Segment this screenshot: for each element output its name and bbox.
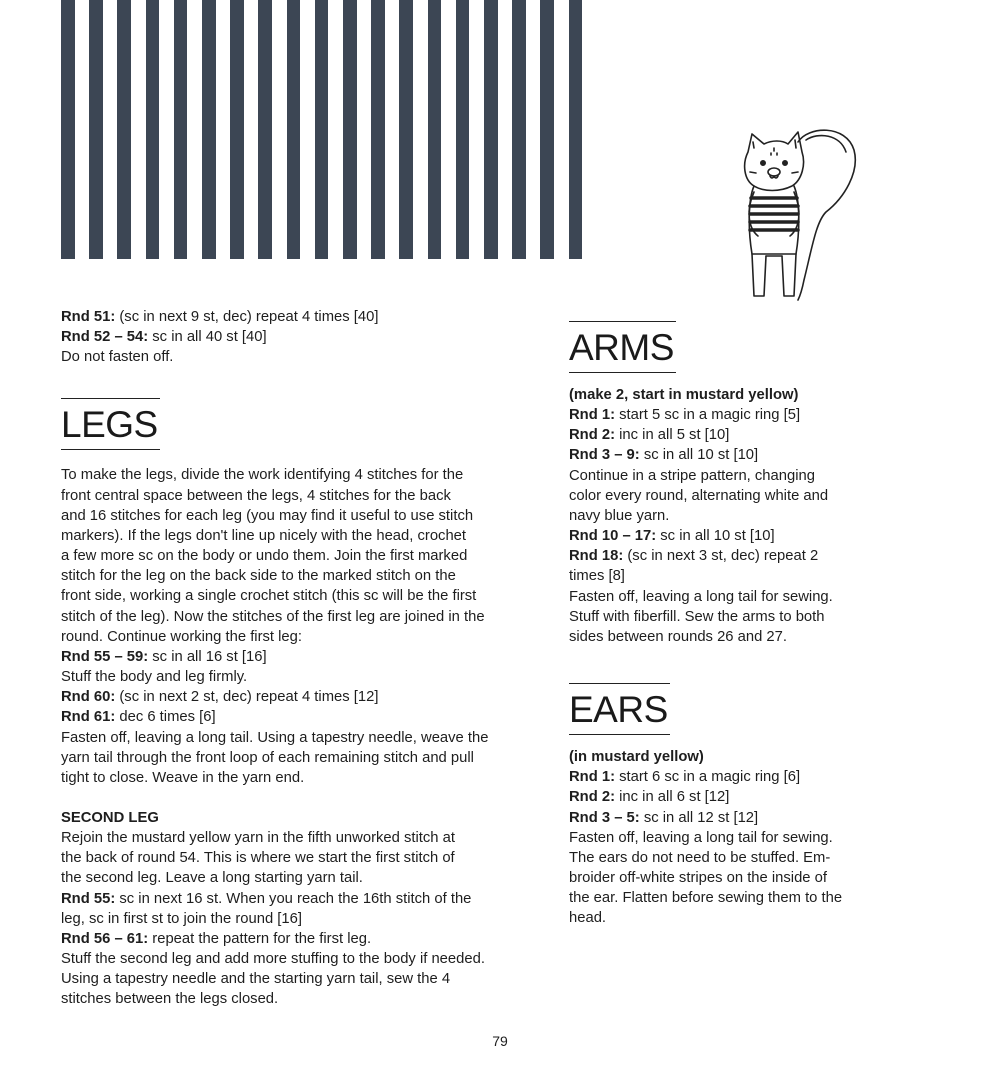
instruction-line: Fasten off, leaving a long tail for sewing. xyxy=(569,588,833,605)
instruction-line: Stuff with fiberfill. Sew the arms to both xyxy=(569,608,825,625)
instruction-line: Stuff the second leg and add more stuffing to the body if needed. xyxy=(61,951,485,968)
second-leg-instructions xyxy=(61,828,556,1009)
squirrel-illustration xyxy=(736,120,866,308)
stripe xyxy=(343,0,357,259)
stripe xyxy=(146,0,160,259)
stripe xyxy=(569,0,583,259)
instruction-line: Rnd 2: inc in all 6 st [12] xyxy=(569,789,730,806)
instruction-line: times [8] xyxy=(569,568,625,585)
stripe xyxy=(428,0,442,259)
instruction-line: sides between rounds 26 and 27. xyxy=(569,628,788,645)
instruction-line: Using a tapestry needle and the starting yarn tail, sew the 4 xyxy=(61,971,451,988)
instruction-line: Rnd 52 – 54: sc in all 40 st [40] xyxy=(61,329,267,346)
stripe xyxy=(456,0,470,259)
instruction-line: Fasten off, leaving a long tail for sewing. xyxy=(569,829,833,846)
instruction-line: Rnd 55 – 59: sc in all 16 st [16] xyxy=(61,648,267,665)
legs-heading: LEGS xyxy=(61,398,160,450)
instruction-line: Stuff the body and leg firmly. xyxy=(61,669,248,686)
instruction-line: the back of round 54. This is where we start the first stitch of xyxy=(61,850,455,867)
instruction-line: the second leg. Leave a long starting yarn tail. xyxy=(61,870,363,887)
instruction-line: tight to close. Weave in the yarn end. xyxy=(61,769,305,786)
instruction-line: (make 2, start in mustard yellow) xyxy=(569,387,799,403)
stripe xyxy=(315,0,329,259)
stripe xyxy=(512,0,526,259)
instruction-line: Rnd 1: start 5 sc in a magic ring [5] xyxy=(569,407,801,424)
instruction-line: stitch of the leg). Now the stitches of the first leg are joined in the xyxy=(61,608,485,625)
stripe xyxy=(61,0,75,259)
instruction-line: Rnd 56 – 61: repeat the pattern for the first leg. xyxy=(61,930,372,947)
instruction-line: round. Continue working the first leg: xyxy=(61,628,302,645)
instruction-line: To make the legs, divide the work identifying 4 stitches for the xyxy=(61,467,464,484)
instruction-line: Rnd 60: (sc in next 2 st, dec) repeat 4 times [12] xyxy=(61,689,379,706)
instruction-line: stitches between the legs closed. xyxy=(61,991,279,1008)
instruction-line: Rnd 18: (sc in next 3 st, dec) repeat 2 xyxy=(569,548,819,565)
instruction-line: the ear. Flatten before sewing them to the xyxy=(569,890,843,907)
right-column xyxy=(569,307,889,928)
instruction-line: Rejoin the mustard yellow yarn in the fifth unworked stitch at xyxy=(61,830,455,847)
stripe xyxy=(202,0,216,259)
arms-heading: ARMS xyxy=(569,321,676,373)
instruction-line: yarn tail through the front loop of each remaining stitch and pull xyxy=(61,749,474,766)
instruction-line: Do not fasten off. xyxy=(61,349,174,366)
instruction-line: a few more sc on the body or undo them. Join the first marked xyxy=(61,548,468,565)
left-column xyxy=(61,307,556,1010)
instruction-line: Rnd 3 – 9: sc in all 10 st [10] xyxy=(569,447,759,464)
stripe xyxy=(371,0,385,259)
instruction-line: Fasten off, leaving a long tail. Using a tapestry needle, weave the xyxy=(61,729,489,746)
ears-instructions xyxy=(569,747,889,928)
instruction-line: Rnd 1: start 6 sc in a magic ring [6] xyxy=(569,769,801,786)
instruction-line: Rnd 10 – 17: sc in all 10 st [10] xyxy=(569,528,775,545)
instruction-line: Rnd 2: inc in all 5 st [10] xyxy=(569,427,730,444)
instruction-line: front central space between the legs, 4 stitches for the back xyxy=(61,487,451,504)
ears-heading: EARS xyxy=(569,683,670,735)
instruction-line: head. xyxy=(569,910,607,927)
instruction-line: color every round, alternating white and xyxy=(569,487,829,504)
instruction-line: front side, working a single crochet stitch (this sc will be the first xyxy=(61,588,477,605)
instruction-line: broider off-white stripes on the inside of xyxy=(569,869,827,886)
intro-instructions xyxy=(61,307,556,367)
second-leg-heading: SECOND LEG xyxy=(61,809,159,826)
squirrel-icon xyxy=(736,120,866,308)
stripe xyxy=(399,0,413,259)
stripe xyxy=(117,0,131,259)
legs-instructions xyxy=(61,465,556,788)
instruction-line: navy blue yarn. xyxy=(569,507,670,524)
page-number: 79 xyxy=(492,1033,508,1049)
stripe xyxy=(540,0,554,259)
stripe xyxy=(258,0,272,259)
instruction-line: (in mustard yellow) xyxy=(569,749,704,766)
stripe xyxy=(230,0,244,259)
instruction-line: Rnd 3 – 5: sc in all 12 st [12] xyxy=(569,809,759,826)
decorative-stripes xyxy=(61,0,583,259)
instruction-line: stitch for the leg on the back side to the marked stitch on the xyxy=(61,568,456,585)
stripe xyxy=(287,0,301,259)
instruction-line: Rnd 51: (sc in next 9 st, dec) repeat 4 times [40] xyxy=(61,309,379,325)
instruction-line: Rnd 61: dec 6 times [6] xyxy=(61,709,216,726)
instruction-line: The ears do not need to be stuffed. Em- xyxy=(569,849,831,866)
stripe xyxy=(484,0,498,259)
arms-instructions xyxy=(569,385,889,647)
instruction-line: leg, sc in first st to join the round [16] xyxy=(61,910,302,927)
instruction-line: and 16 stitches for each leg (you may find it useful to use stitch xyxy=(61,507,474,524)
stripe xyxy=(89,0,103,259)
stripe xyxy=(174,0,188,259)
instruction-line: Rnd 55: sc in next 16 st. When you reach the 16th stitch of the xyxy=(61,890,472,907)
instruction-line: Continue in a stripe pattern, changing xyxy=(569,467,815,484)
instruction-line: markers). If the legs don't line up nicely with the head, crochet xyxy=(61,527,467,544)
